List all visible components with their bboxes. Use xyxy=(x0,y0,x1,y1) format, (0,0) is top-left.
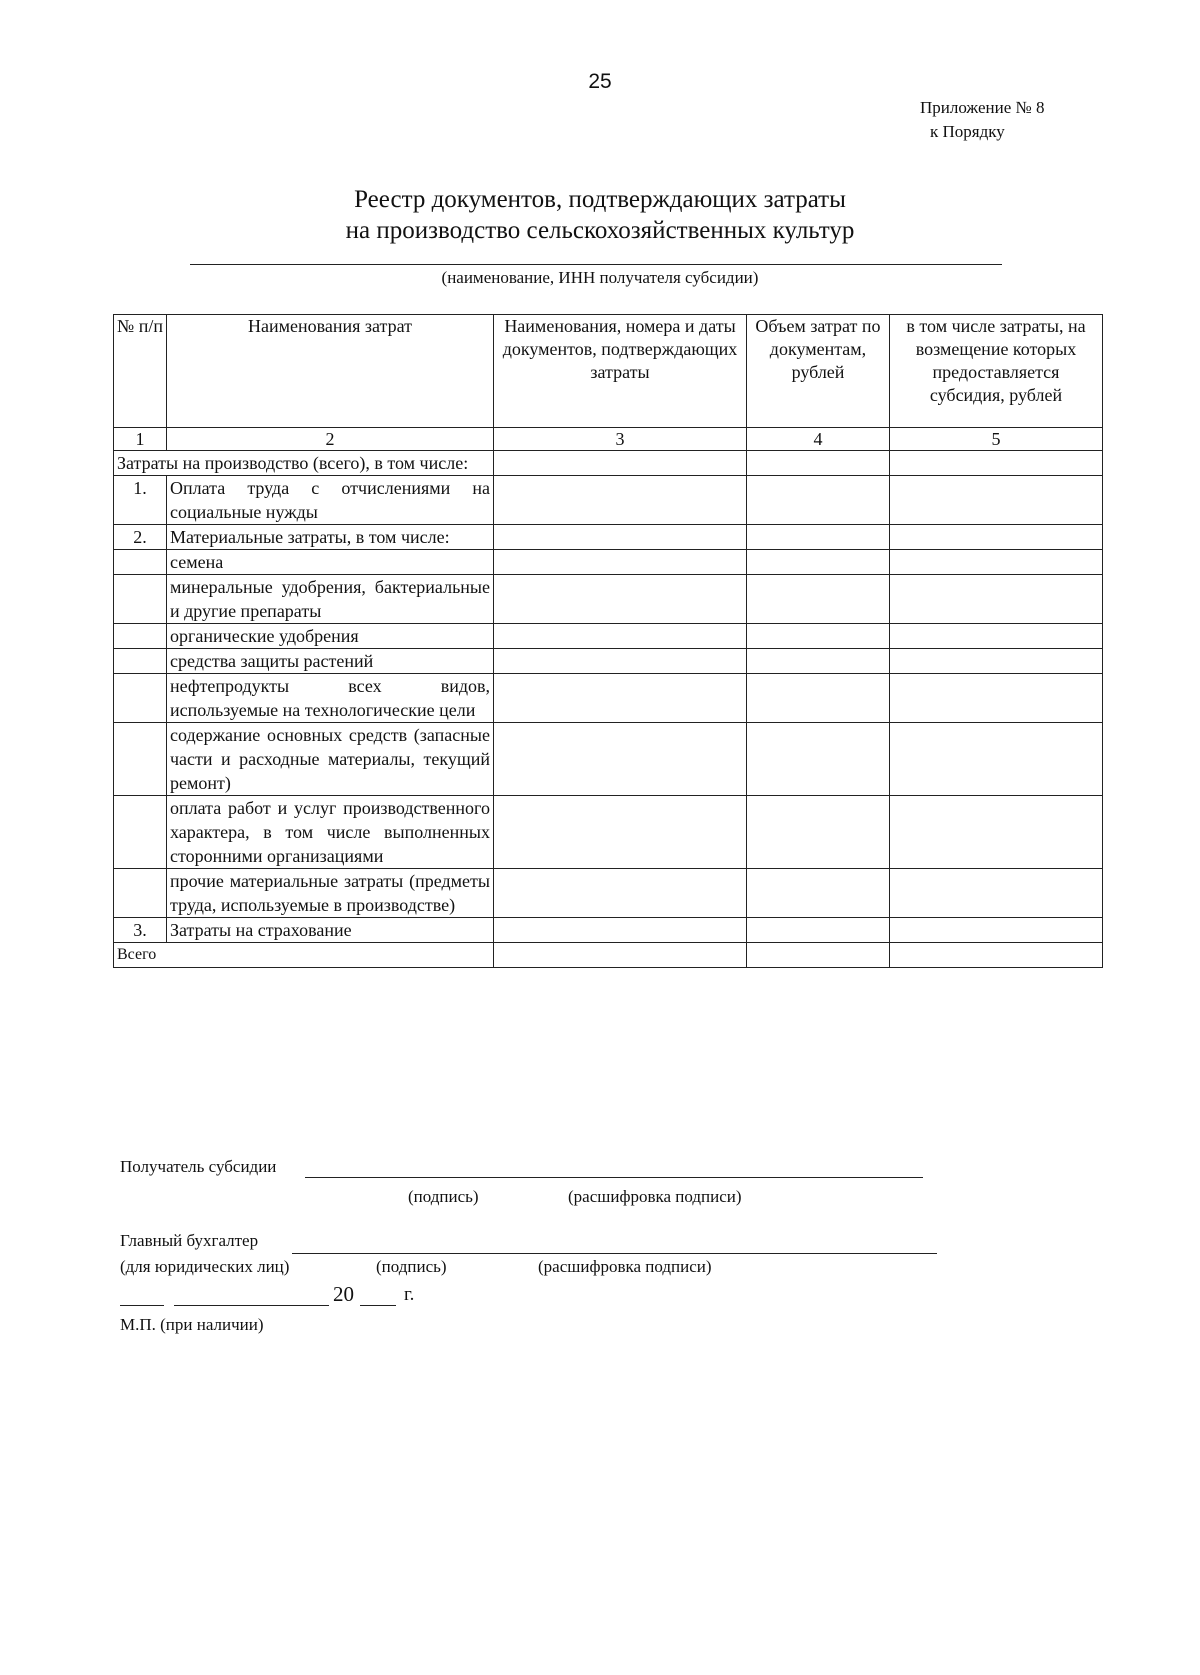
subsidy-cell xyxy=(890,525,1103,550)
accountant-decoding-caption: (расшифровка подписи) xyxy=(538,1257,712,1276)
date-month-line xyxy=(174,1305,329,1306)
row-number xyxy=(114,796,167,869)
amount-cell xyxy=(747,796,890,869)
row-number: 1. xyxy=(114,476,167,525)
documents-cell xyxy=(494,869,747,918)
subsidy-cell xyxy=(890,575,1103,624)
subsidy-cell xyxy=(890,918,1103,943)
amount-cell xyxy=(747,943,890,968)
header-number: № п/п xyxy=(114,315,167,428)
table-row xyxy=(114,918,1103,943)
subsidy-cell xyxy=(890,451,1103,476)
subsidy-cell xyxy=(890,674,1103,723)
amount-cell xyxy=(747,869,890,918)
row-number xyxy=(114,649,167,674)
header-documents: Наименования, номера и даты документов, подтверждающих затраты xyxy=(494,315,747,428)
accountant-label: Главный бухгалтер xyxy=(120,1231,259,1250)
table-row xyxy=(114,869,1103,918)
subsidy-cell xyxy=(890,943,1103,968)
amount-cell xyxy=(747,476,890,525)
column-number: 5 xyxy=(890,428,1103,451)
table-row xyxy=(114,723,1103,796)
table-row xyxy=(114,796,1103,869)
header-cost-name: Наименования затрат xyxy=(167,315,494,428)
amount-cell xyxy=(747,451,890,476)
table-row xyxy=(114,575,1103,624)
date-year-prefix: 20 xyxy=(333,1282,354,1306)
recipient-decoding-caption: (расшифровка подписи) xyxy=(568,1187,742,1206)
amount-cell xyxy=(747,723,890,796)
documents-cell xyxy=(494,723,747,796)
documents-cell xyxy=(494,575,747,624)
recipient-signature-caption: (подпись) xyxy=(408,1187,479,1206)
cost-name: нефтепродукты всех видов, используемые на технологические цели xyxy=(167,674,494,723)
page-number: 25 xyxy=(588,70,612,93)
amount-cell xyxy=(747,624,890,649)
row-number xyxy=(114,575,167,624)
cost-name: органические удобрения xyxy=(167,624,494,649)
documents-cell xyxy=(494,476,747,525)
amount-cell xyxy=(747,674,890,723)
amount-cell xyxy=(747,649,890,674)
cost-name: содержание основных средств (запасные части и расходные материалы, текущий ремонт) xyxy=(167,723,494,796)
column-numbers-row xyxy=(114,428,1103,451)
seal-note: М.П. (при наличии) xyxy=(120,1315,264,1334)
table-row xyxy=(114,649,1103,674)
subsidy-cell xyxy=(890,550,1103,575)
documents-cell xyxy=(494,918,747,943)
header-amount: Объем затрат по документам, рублей xyxy=(747,315,890,428)
table-row xyxy=(114,674,1103,723)
subsidy-cell xyxy=(890,869,1103,918)
documents-cell xyxy=(494,451,747,476)
date-year-line xyxy=(360,1305,396,1306)
total-row xyxy=(114,943,1103,968)
recipient-caption: (наименование, ИНН получателя субсидии) xyxy=(441,268,759,287)
amount-cell xyxy=(747,550,890,575)
subsidy-cell xyxy=(890,476,1103,525)
cost-name: Материальные затраты, в том числе: xyxy=(167,525,494,550)
column-number: 3 xyxy=(494,428,747,451)
amount-cell xyxy=(747,575,890,624)
documents-cell xyxy=(494,674,747,723)
row-number xyxy=(114,550,167,575)
cost-name: семена xyxy=(167,550,494,575)
cost-name: прочие материальные затраты (предметы труда, используемые в производстве) xyxy=(167,869,494,918)
documents-cell xyxy=(494,624,747,649)
recipient-label: Получатель субсидии xyxy=(120,1157,277,1176)
row-number xyxy=(114,674,167,723)
amount-cell xyxy=(747,525,890,550)
row-number: 2. xyxy=(114,525,167,550)
row-number: 3. xyxy=(114,918,167,943)
recipient-name-line xyxy=(190,264,1002,265)
amount-cell xyxy=(747,918,890,943)
accountant-signature-line xyxy=(292,1253,937,1254)
subsidy-cell xyxy=(890,624,1103,649)
documents-cell xyxy=(494,796,747,869)
legal-entities-note: (для юридических лиц) xyxy=(120,1257,290,1276)
document-title xyxy=(0,184,1200,246)
table-header-row xyxy=(114,315,1103,428)
accountant-signature-caption: (подпись) xyxy=(376,1257,447,1276)
cost-name: Оплата труда с отчислениями на социальные нужды xyxy=(167,476,494,525)
column-number: 2 xyxy=(167,428,494,451)
documents-cell xyxy=(494,649,747,674)
total-label: Всего xyxy=(114,943,494,968)
table-row xyxy=(114,550,1103,575)
section-title: Затраты на производство (всего), в том числе: xyxy=(114,451,494,476)
date-day-line xyxy=(120,1305,164,1306)
title-line-2: на производство сельскохозяйственных культур xyxy=(345,217,855,244)
title-line-1: Реестр документов, подтверждающих затраты xyxy=(354,186,846,213)
appendix-line-1: Приложение № 8 xyxy=(920,98,1045,117)
table-row xyxy=(114,476,1103,525)
cost-name: минеральные удобрения, бактериальные и другие препараты xyxy=(167,575,494,624)
row-number xyxy=(114,624,167,649)
subsidy-cell xyxy=(890,796,1103,869)
cost-name: оплата работ и услуг производственного характера, в том числе выполненных сторонними организациями xyxy=(167,796,494,869)
table-row xyxy=(114,624,1103,649)
subsidy-cell xyxy=(890,649,1103,674)
documents-cell xyxy=(494,550,747,575)
row-number xyxy=(114,869,167,918)
documents-cell xyxy=(494,943,747,968)
cost-name: Затраты на страхование xyxy=(167,918,494,943)
header-subsidy-amount: в том числе затраты, на возмещение которых предоставляется субсидия, рублей xyxy=(890,315,1103,428)
table-row xyxy=(114,525,1103,550)
documents-cell xyxy=(494,525,747,550)
column-number: 4 xyxy=(747,428,890,451)
cost-name: средства защиты растений xyxy=(167,649,494,674)
recipient-signature-line xyxy=(305,1177,923,1178)
section-row xyxy=(114,451,1103,476)
row-number xyxy=(114,723,167,796)
date-year-suffix: г. xyxy=(404,1284,415,1305)
column-number: 1 xyxy=(114,428,167,451)
appendix-note xyxy=(920,96,1180,144)
subsidy-cell xyxy=(890,723,1103,796)
appendix-line-2: к Порядку xyxy=(930,122,1005,141)
costs-register-table xyxy=(113,314,1103,968)
